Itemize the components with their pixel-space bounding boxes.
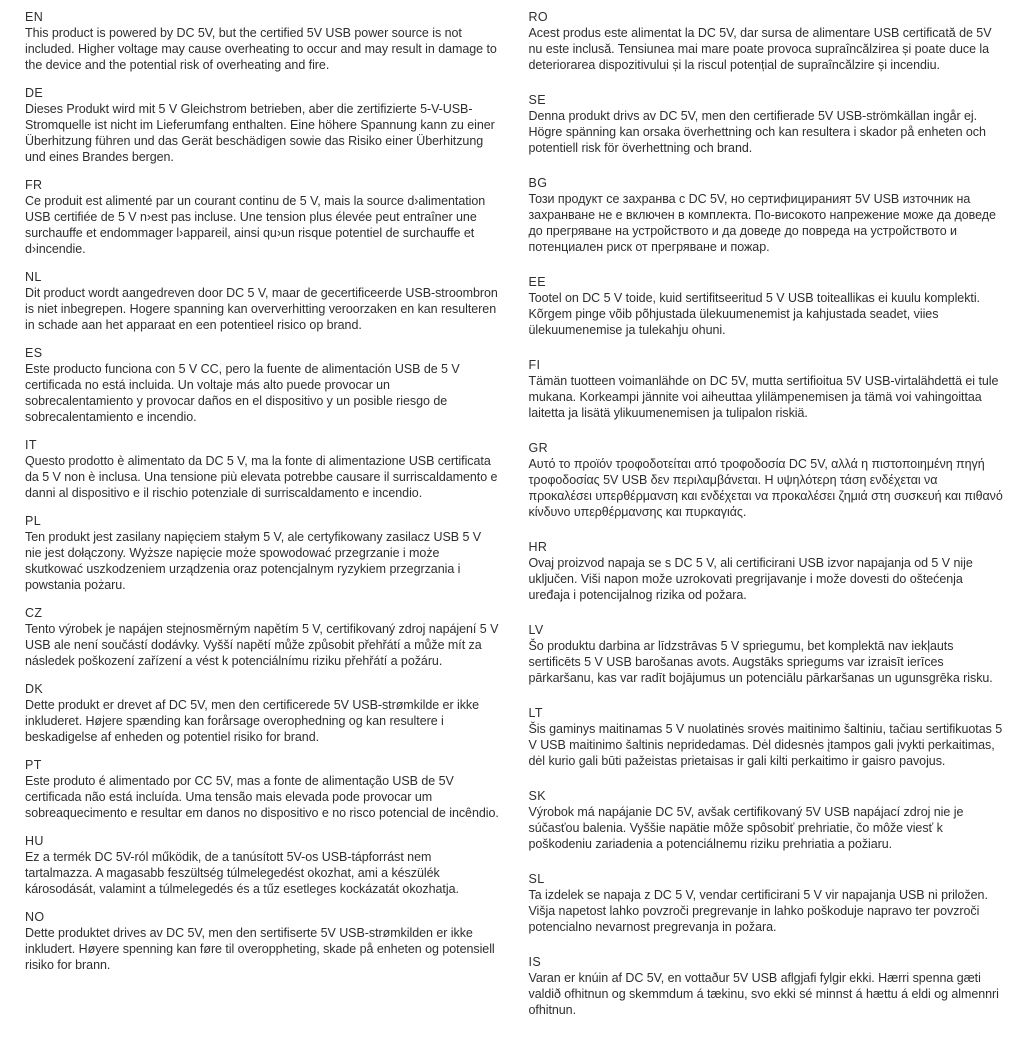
language-block-cz bbox=[25, 605, 501, 669]
language-text: Αυτό το προϊόν τροφοδοτείται από τροφοδοσία DC 5V, αλλά η πιστοποιημένη πηγή τροφοδοσίας 5V USB δεν περιλαμβάνεται. Η υψηλότερη τάση ενδέχεται να προκαλέσει υπερθέρμανση και ενδέχεται να προκαλέσει ζημιά στη συσκευή και πιθανό κίνδυνο υπερθέρμανσης και πυρκαγιάς. bbox=[528, 457, 1003, 519]
language-block-is bbox=[529, 954, 1005, 1018]
language-block-en bbox=[25, 9, 501, 73]
language-block-fi bbox=[529, 357, 1005, 421]
language-code: IS bbox=[528, 955, 542, 969]
language-text: Šis gaminys maitinamas 5 V nuolatinės srovės maitinimo šaltiniu, tačiau sertifikuotas 5 V USB maitinimo šaltinis nepridedamas. Dėl didesnės įtampos gali įvykti perkaitimas, dėl kurio gali būti pažeistas prietaisas ir gali kilti perkaitimo ir gaisro pavojus. bbox=[528, 722, 1003, 768]
language-code: NO bbox=[25, 910, 45, 924]
language-code: LT bbox=[528, 706, 543, 720]
language-text: Tootel on DC 5 V toide, kuid sertifitseeritud 5 V USB toiteallikas ei kuulu komplekti. Kõrgem pinge võib põhjustada ülekuumenemist ja kahjustada seadet, viies ülekuumenemise ja tulekahju ohuni. bbox=[528, 291, 980, 337]
language-code: SL bbox=[528, 872, 545, 886]
language-block-gr bbox=[529, 440, 1005, 520]
language-text: Výrobok má napájanie DC 5V, avšak certifikovaný 5V USB napájací zdroj nie je súčasťou balenia. Vyššie napätie môže spôsobiť prehriatie, čo môže viesť k poškodeniu zariadenia a potenciálnemu riziku prehriatia a požiaru. bbox=[528, 805, 964, 851]
language-code: HR bbox=[528, 540, 548, 554]
language-code: SE bbox=[528, 93, 546, 107]
language-block-hr bbox=[529, 539, 1005, 603]
language-block-lv bbox=[529, 622, 1005, 686]
language-block-it bbox=[25, 437, 501, 501]
language-block-sk bbox=[529, 788, 1005, 852]
language-text: Acest produs este alimentat la DC 5V, dar sursa de alimentare USB certificată de 5V nu este inclusă. Tensiunea mai mare poate provoca supraîncălzirea și poate duce la deteriorarea dispozitivului și la riscul potențial de supraîncălzire și incendiu. bbox=[528, 26, 992, 72]
language-text: Ten produkt jest zasilany napięciem stałym 5 V, ale certyfikowany zasilacz USB 5 V nie jest dołączony. Wyższe napięcie może spowodować przegrzanie i może skutkować uszkodzeniem urządzenia oraz potencjalnym ryzykiem przegrzania i powstania pożaru. bbox=[25, 530, 482, 592]
language-block-se bbox=[529, 92, 1005, 156]
column-right bbox=[529, 9, 1005, 1037]
language-text: Dette produkt er drevet af DC 5V, men den certificerede 5V USB-strømkilde er ikke inkluderet. Højere spænding kan forårsage overophedning og kan resultere i beskadigelse af enheden og potentiel risiko for brand. bbox=[25, 698, 480, 744]
language-block-es bbox=[25, 345, 501, 425]
language-text: Tento výrobek je napájen stejnosměrným napětím 5 V, certifikovaný zdroj napájení 5 V USB ale není součástí dodávky. Vyšší napětí může způsobit přehřátí a může mít za následek poškození zařízení a vést k potenciálnímu riziku přehřátí a požáru. bbox=[25, 622, 499, 668]
language-code: FR bbox=[25, 178, 43, 192]
language-code: BG bbox=[528, 176, 548, 190]
language-text: This product is powered by DC 5V, but the certified 5V USB power source is not included. Higher voltage may cause overheating to occur and may result in damage to the device and the potential risk of overheating and fire. bbox=[25, 26, 497, 72]
language-block-de bbox=[25, 85, 501, 165]
language-text: Tämän tuotteen voimanlähde on DC 5V, mutta sertifioitua 5V USB-virtalähdettä ei tule mukana. Korkeampi jännite voi aiheuttaa ylilämpenemisen ja tämä voi vahingoittaa laitetta ja lisätä ylikuumenemisen ja tulipalon riskiä. bbox=[528, 374, 999, 420]
language-text: Este producto funciona con 5 V CC, pero la fuente de alimentación USB de 5 V certificada no está incluida. Un voltaje más alto puede provocar un sobrecalentamiento y provocar daños en el dispositivo y un posible riesgo de sobrecalentamiento e incendio. bbox=[25, 362, 460, 424]
language-text: Questo prodotto è alimentato da DC 5 V, ma la fonte di alimentazione USB certificata da 5 V non è inclusa. Una tensione più elevata potrebbe causare il surriscaldamento e danni al dispositivo e il rischio potenziale di surriscaldamento e incendio. bbox=[25, 454, 498, 500]
language-block-fr bbox=[25, 177, 501, 257]
language-block-pl bbox=[25, 513, 501, 593]
language-text: Ta izdelek se napaja z DC 5 V, vendar certificirani 5 V vir napajanja USB ni priložen. Višja napetost lahko povzroči pregrevanje in lahko poškoduje napravo ter povzroči potencialno nevarnost pregrevanja in požara. bbox=[528, 888, 988, 934]
language-block-no bbox=[25, 909, 501, 973]
language-block-dk bbox=[25, 681, 501, 745]
language-text: Varan er knúin af DC 5V, en vottaður 5V USB aflgjafi fylgir ekki. Hærri spenna gæti valdið ofhitnun og skemmdum á tækinu, svo ekki sé minnst á hættu á eldi og almennri ofhitnun. bbox=[528, 971, 999, 1017]
language-block-pt bbox=[25, 757, 501, 821]
language-text: Dieses Produkt wird mit 5 V Gleichstrom betrieben, aber die zertifizierte 5-V-USB-Stromquelle ist nicht im Lieferumfang enthalten. Eine höhere Spannung kann zu einer Überhitzung führen und das Gerät beschädigen sowie das Risiko einer Überhitzung und eines Brandes bergen. bbox=[25, 102, 495, 164]
language-code: HU bbox=[25, 834, 44, 848]
language-code: ES bbox=[25, 346, 43, 360]
language-text: Denna produkt drivs av DC 5V, men den certifierade 5V USB-strömkällan ingår ej. Högre spänning kan orsaka överhettning och kan resultera i skador på enheten och potentiell risk för överhettning och brand. bbox=[528, 109, 986, 155]
language-code: DK bbox=[25, 682, 44, 696]
language-block-ro bbox=[529, 9, 1005, 73]
language-block-lt bbox=[529, 705, 1005, 769]
language-text: Ovaj proizvod napaja se s DC 5 V, ali certificirani USB izvor napajanja od 5 V nije uključen. Viši napon može uzrokovati pregrijavanje i može dovesti do oštećenja uređaja i potencijalnog rizika od požara. bbox=[528, 556, 973, 602]
language-block-ee bbox=[529, 274, 1005, 338]
language-code: NL bbox=[25, 270, 42, 284]
language-code: SK bbox=[528, 789, 546, 803]
language-text: Dit product wordt aangedreven door DC 5 V, maar de gecertificeerde USB-stroombron is niet inbegrepen. Hogere spanning kan oververhitting veroorzaken en kan resulteren in schade aan het apparaat en een potentieel risico op brand. bbox=[25, 286, 498, 332]
language-text: Ez a termék DC 5V-ról működik, de a tanúsított 5V-os USB-tápforrást nem tartalmazza. A magasabb feszültség túlmelegedést okozhat, ami a készülék károsodását, valamint a túlmelegedés és a tűz esetleges kockázatát okozhatja. bbox=[25, 850, 459, 896]
language-code: LV bbox=[528, 623, 544, 637]
language-block-sl bbox=[529, 871, 1005, 935]
language-code: CZ bbox=[25, 606, 43, 620]
language-code: FI bbox=[528, 358, 541, 372]
language-code: PT bbox=[25, 758, 42, 772]
language-code: RO bbox=[528, 10, 549, 24]
language-text: Този продукт се захранва с DC 5V, но сертифицираният 5V USB източник на захранване не е включен в комплекта. По-високото напрежение може да доведе до прегряване на устройството и да доведе до повреда на устройството и потенциален риск от прегряване и пожар. bbox=[528, 192, 996, 254]
language-block-bg bbox=[529, 175, 1005, 255]
column-left bbox=[25, 9, 501, 1037]
language-code: EE bbox=[528, 275, 546, 289]
language-text: Este produto é alimentado por CC 5V, mas a fonte de alimentação USB de 5V certificada não está incluída. Uma tensão mais elevada pode provocar um sobreaquecimento e resultar em danos no dispositivo e no risco potencial de incêndio. bbox=[25, 774, 499, 820]
language-text: Šo produktu darbina ar līdzstrāvas 5 V spriegumu, bet komplektā nav iekļauts sertificēts 5 V USB barošanas avots. Augstāks spriegums var izraisīt ierīces pārkaršanu, kas var radīt bojājumus un potenciālu pārkaršanas un ugunsgrēka risku. bbox=[528, 639, 993, 685]
language-code: PL bbox=[25, 514, 42, 528]
language-block-hu bbox=[25, 833, 501, 897]
language-block-nl bbox=[25, 269, 501, 333]
language-text: Dette produktet drives av DC 5V, men den sertifiserte 5V USB-strømkilden er ikke inkludert. Høyere spenning kan føre til overoppheting, skade på enheten og potensiell risiko for brann. bbox=[25, 926, 495, 972]
language-code: DE bbox=[25, 86, 44, 100]
language-code: GR bbox=[528, 441, 549, 455]
language-text: Ce produit est alimenté par un courant continu de 5 V, mais la source d›alimentation USB certifiée de 5 V n›est pas incluse. Une tension plus élevée peut entraîner une surchauffe et endommager l›appareil, ainsi qu›un risque potentiel de surchauffe et d›incendie. bbox=[25, 194, 486, 256]
language-code: IT bbox=[25, 438, 37, 452]
language-code: EN bbox=[25, 10, 44, 24]
